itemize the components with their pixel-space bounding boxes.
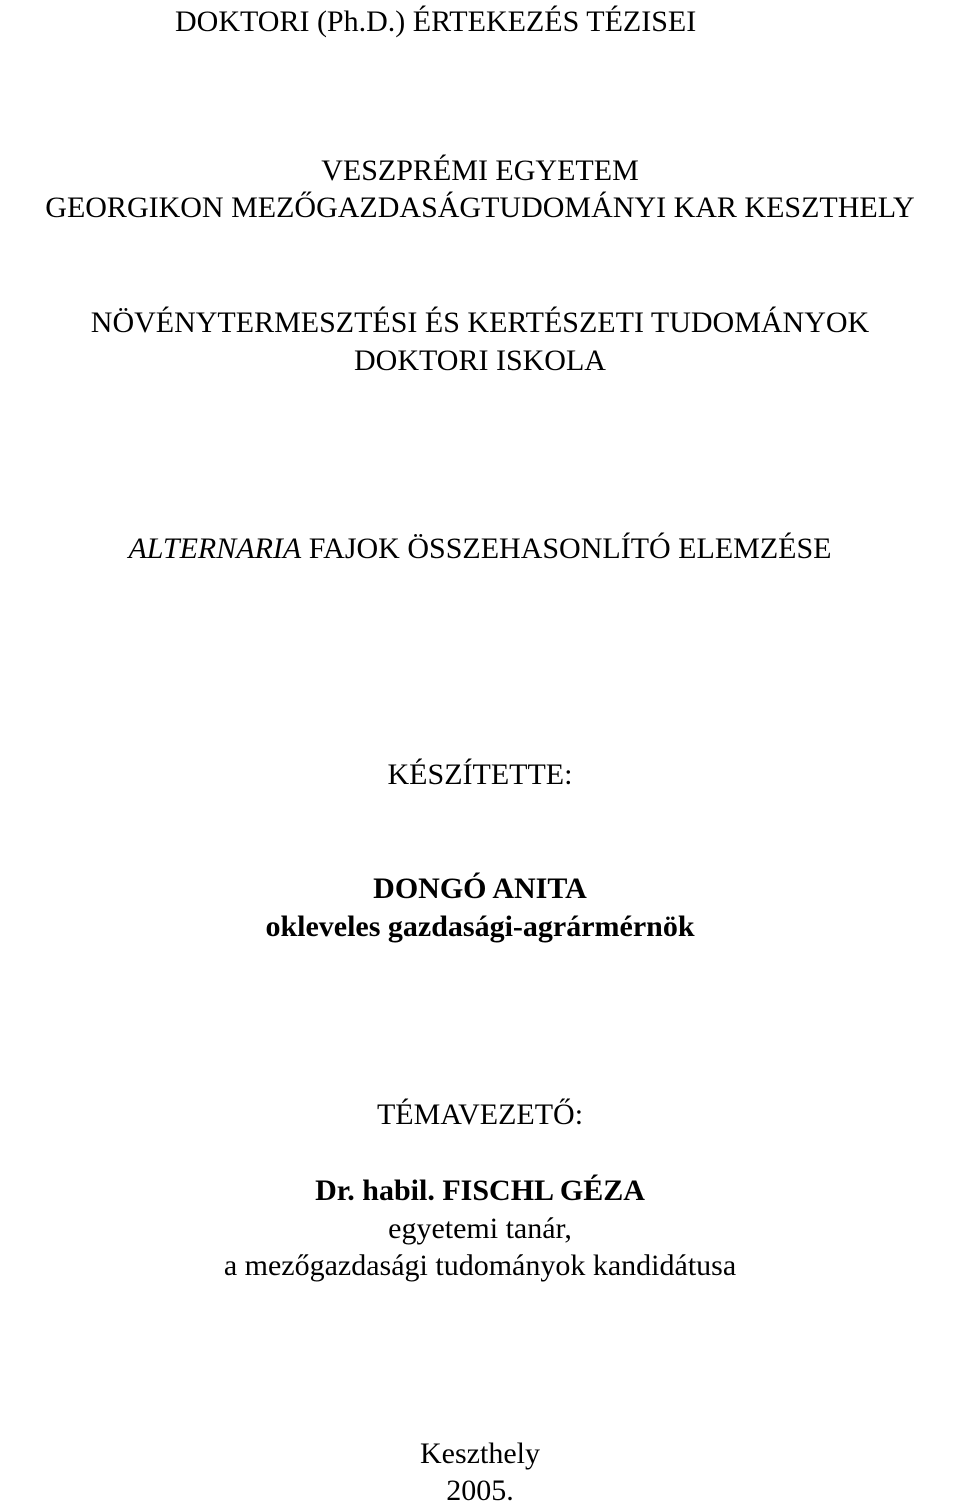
author-name: DONGÓ ANITA	[373, 872, 587, 905]
doctoral-school-line-1: NÖVÉNYTERMESZTÉSI ÉS KERTÉSZETI TUDOMÁNYOK	[90, 306, 870, 339]
university-name: VESZPRÉMI EGYETEM	[321, 154, 639, 187]
thesis-title	[0, 531, 960, 567]
document-type-heading: DOKTORI (Ph.D.) ÉRTEKEZÉS TÉZISEI	[175, 5, 697, 38]
author-degree: okleveles gazdasági-agrármérnök	[265, 910, 695, 943]
doctoral-school-line-2: DOKTORI ISKOLA	[354, 344, 606, 377]
supervisor-position: egyetemi tanár,	[388, 1212, 572, 1245]
author-label: KÉSZÍTETTE:	[387, 758, 573, 791]
faculty-name: GEORGIKON MEZŐGAZDASÁGTUDOMÁNYI KAR KESZTHELY	[45, 191, 915, 224]
year: 2005.	[446, 1474, 514, 1507]
supervisor-qualification: a mezőgazdasági tudományok kandidátusa	[223, 1249, 737, 1282]
supervisor-label: TÉMAVEZETŐ:	[376, 1098, 584, 1131]
supervisor-name: Dr. habil. FISCHL GÉZA	[315, 1174, 645, 1207]
place: Keszthely	[420, 1437, 540, 1470]
thesis-title-genus: ALTERNARIA	[128, 532, 302, 565]
thesis-title-rest: FAJOK ÖSSZEHASONLÍTÓ ELEMZÉSE	[301, 532, 832, 565]
